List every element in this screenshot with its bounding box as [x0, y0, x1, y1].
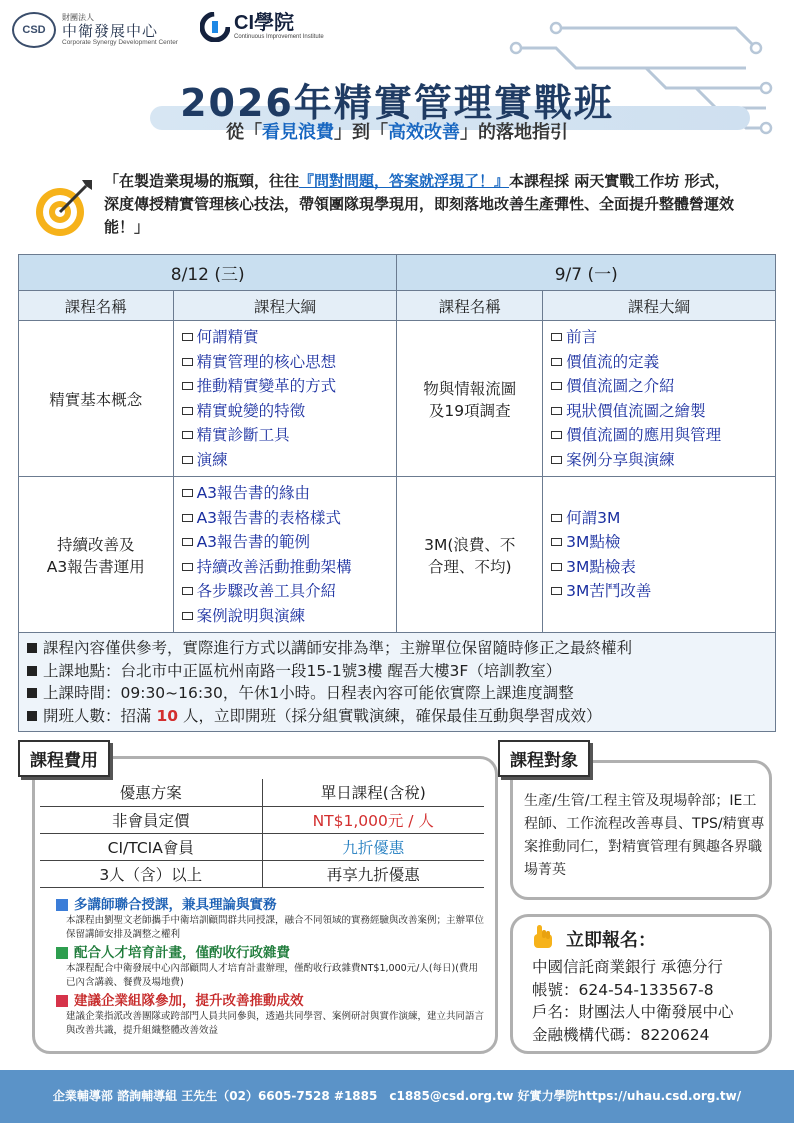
benefit-text: 本課程由劉聖文老師攜手中衛培訓顧問群共同授課，融合不同領域的實務經驗與改善案例；主辦單位保留講師安排及調整之權利 [66, 915, 485, 940]
note-item [27, 637, 767, 660]
note-text: 開班人數：招滿 [43, 706, 157, 725]
checkbox-icon [182, 456, 193, 464]
outline-item-text: A3報告書的表格樣式 [196, 508, 342, 527]
checkbox-icon [182, 587, 193, 595]
outline-item-text: 持續改善活動推動架構 [196, 557, 352, 576]
checkbox-icon [551, 538, 562, 546]
course-outline-list [182, 481, 389, 628]
outline-item [182, 448, 389, 473]
checkbox-icon [182, 563, 193, 571]
outline-item [551, 448, 767, 473]
course-outline-list [182, 325, 389, 472]
checkbox-icon [182, 489, 193, 497]
checkbox-icon [551, 382, 562, 390]
note-text: 課程內容僅供參考，實際進行方式以講師安排為準；主辦單位保留隨時修正之最終權利 [43, 639, 633, 657]
subtitle-part: 」的落地指引 [460, 122, 568, 143]
ci-logo-icon [200, 12, 230, 42]
subtitle-part: 從「 [226, 122, 262, 143]
fee-price: NT$1,000元 / 人 [262, 806, 484, 833]
col-course-outline: 課程大綱 [543, 291, 776, 321]
csd-org-type: 財團法人 [62, 12, 94, 22]
benefit-title [56, 944, 486, 962]
ci-name: CI學院 [234, 12, 294, 35]
outline-item [551, 579, 767, 604]
note-item [27, 660, 767, 683]
outline-item-text: 價值流圖之介紹 [566, 377, 675, 395]
outline-item-text: 案例說明與演練 [196, 606, 306, 625]
outline-item [551, 555, 767, 580]
outline-item [182, 423, 389, 448]
outline-item [182, 350, 389, 375]
subtitle-part: 」到「 [334, 122, 388, 143]
checkbox-icon [182, 431, 193, 439]
csd-org-name: 中衛發展中心 [62, 21, 159, 40]
checkbox-icon [551, 407, 562, 415]
page-subtitle [0, 118, 794, 144]
outline-item [182, 530, 389, 555]
fee-cell: 非會員定價 [40, 806, 262, 833]
checkbox-icon [551, 456, 562, 464]
outline-item-text: 3M點檢 [566, 533, 621, 551]
page-title: 2026年精實管理實戰班 [180, 81, 614, 125]
outline-item [551, 350, 767, 375]
intro-text [104, 170, 744, 239]
outline-item [551, 530, 767, 555]
outline-item [182, 325, 389, 350]
fee-cell: 優惠方案 [40, 779, 262, 806]
csd-org-en: Corporate Synergy Development Center [62, 39, 178, 47]
note-item [27, 705, 767, 728]
outline-item-text: 精實診斷工具 [196, 426, 290, 444]
intro-quote: 『問對問題，答案就浮現了！』 [299, 172, 510, 190]
benefit-title-text: 建議企業組隊參加，提升改善推動成效 [74, 993, 304, 1009]
table-row [19, 321, 776, 477]
outline-item [182, 579, 389, 604]
intro-part: 本課程採 兩天實戰工作坊 形式，深度傳授精實管理核心技法，帶領團隊現學現用，即刻落地改善生產彈性、全面提升整體營運效能！」 [104, 172, 735, 236]
checkbox-icon [182, 612, 193, 620]
course-name: 持續改善及 A3報告書運用 [19, 477, 174, 633]
checkbox-icon [551, 358, 562, 366]
target-icon [32, 176, 96, 240]
outline-item [182, 604, 389, 629]
outline-item-text: 前言 [566, 328, 598, 346]
outline-item [182, 374, 389, 399]
checkbox-icon [551, 587, 562, 595]
outline-item-text: 3M點檢表 [566, 557, 636, 576]
checkbox-icon [182, 333, 193, 341]
table-row [19, 477, 776, 633]
fee-cell: 單日課程(含稅) [262, 779, 484, 806]
outline-item-text: 精實管理的核心思想 [196, 352, 337, 371]
day1-header: 8/12 (三) [19, 255, 397, 291]
outline-item [182, 555, 389, 580]
benefit-title-text: 配合人才培育計畫，僅酌收行政雜費 [74, 945, 290, 961]
intro-part: 「在製造業現場的瓶頸，往往 [104, 172, 300, 190]
checkbox-icon [551, 333, 562, 341]
outline-item-text: 3M苦鬥改善 [566, 582, 652, 600]
fee-benefits [56, 896, 486, 1040]
register-title: 立即報名： [566, 930, 656, 951]
fee-section-label: 課程費用 [18, 740, 110, 777]
course-name: 3M(浪費、不 合理、不均) [397, 477, 543, 633]
outline-item-text: 何謂精實 [196, 328, 259, 346]
outline-item-text: 現狀價值流圖之繪製 [566, 401, 706, 420]
table-row [40, 860, 484, 887]
ci-en: Continuous Improvement Institute [234, 34, 324, 41]
checkbox-icon [182, 382, 193, 390]
class-size-number: 10 [156, 706, 179, 725]
outline-item [182, 481, 389, 506]
fee-cell: CI/TCIA會員 [40, 833, 262, 860]
outline-item [182, 399, 389, 424]
contact-footer: 企業輔導部 諮詢輔導組 王先生（02）6605-7528 #1885 c1885@csd.org.tw 好實力學院https://uhau.csd.org.tw/ [0, 1070, 794, 1123]
col-course-name: 課程名稱 [19, 291, 174, 321]
note-text: 人，立即開班（採分組實戰演練，確保最佳互動與學習成效） [178, 706, 602, 725]
table-row [40, 806, 484, 833]
register-holder: 戶名：財團法人中衛發展中心 [532, 1003, 734, 1021]
day2-header: 9/7 (一) [397, 255, 776, 291]
outline-item [551, 399, 767, 424]
fee-discount: 九折優惠 [262, 833, 484, 860]
outline-item-text: 價值流圖的應用與管理 [566, 426, 722, 444]
checkbox-icon [551, 563, 562, 571]
course-outline-list [551, 325, 767, 472]
benefit-title-text: 多講師聯合授課，兼具理論與實務 [74, 897, 277, 913]
outline-item-text: 各步驟改善工具介紹 [196, 582, 337, 600]
outline-item [551, 374, 767, 399]
fee-cell: 3人（含）以上 [40, 860, 262, 887]
note-item [27, 682, 767, 705]
subtitle-highlight: 高效改善 [388, 122, 460, 143]
register-bank: 中國信託商業銀行 承德分行 [532, 958, 723, 976]
register-account: 帳號：624-54-133567-8 [532, 980, 714, 999]
benefit-title [56, 992, 486, 1010]
table-row [40, 779, 484, 806]
outline-item-text: A3報告書的範例 [196, 533, 311, 551]
outline-item [551, 506, 767, 531]
note-text: 上課時間：09:30~16:30，午休1小時。日程表內容可能依實際上課進度調整 [43, 684, 574, 702]
fee-cell: 再享九折優惠 [262, 860, 484, 887]
fee-table [40, 779, 484, 888]
course-name: 物與情報流圖 及19項調查 [397, 321, 543, 477]
benefit-title [56, 896, 486, 914]
outline-item [551, 423, 767, 448]
outline-item [182, 506, 389, 531]
outline-item-text: 精實蛻變的特徵 [196, 401, 306, 420]
col-course-outline: 課程大綱 [173, 291, 397, 321]
checkbox-icon [551, 431, 562, 439]
csd-logo [12, 12, 178, 48]
checkbox-icon [182, 407, 193, 415]
outline-item-text: 何謂3M [566, 508, 621, 527]
register-code: 金融機構代碼：8220624 [532, 1025, 710, 1044]
target-section-label: 課程對象 [498, 740, 590, 777]
checkbox-icon [551, 514, 562, 522]
checkbox-icon [182, 514, 193, 522]
benefit-text: 建議企業指派改善團隊或跨部門人員共同參與，透過共同學習、案例研討與實作演練，建立共同語言與改善共識，提升組織整體改善效益 [66, 1011, 485, 1036]
checkbox-icon [182, 538, 193, 546]
note-text: 上課地點：台北市中正區杭州南路一段15-1號3樓 醒吾大樓3F（培訓教室） [43, 661, 562, 680]
register-info [532, 956, 734, 1046]
outline-item-text: 演練 [196, 450, 228, 469]
outline-item-text: A3報告書的緣由 [196, 484, 311, 502]
subtitle-highlight: 看見浪費 [262, 122, 334, 143]
target-audience-text: 生產/生管/工程主管及現場幹部；IE工程師、工作流程改善專員、TPS/精實專案推動同仁，對精實管理有興趣各界職場菁英 [524, 793, 765, 878]
ci-logo [200, 12, 324, 42]
checkbox-icon [182, 358, 193, 366]
benefit-text: 本課程配合中衛發展中心內部顧問人才培育計畫辦理，僅酌收行政雜費NT$1,000元/人(每日)(費用已內含講義、餐費及場地費) [66, 963, 478, 988]
table-row [40, 833, 484, 860]
course-notes [19, 633, 776, 732]
pointing-hand-icon [528, 922, 558, 952]
outline-item-text: 推動精實變革的方式 [196, 377, 337, 395]
outline-item-text: 價值流的定義 [566, 352, 660, 371]
outline-item-text: 案例分享與演練 [566, 450, 675, 469]
outline-item [551, 325, 767, 350]
course-outline-list [551, 506, 767, 604]
csd-logo-mark: CSD [12, 12, 56, 48]
col-course-name: 課程名稱 [397, 291, 543, 321]
course-name: 精實基本概念 [19, 321, 174, 477]
schedule-table [18, 254, 776, 732]
